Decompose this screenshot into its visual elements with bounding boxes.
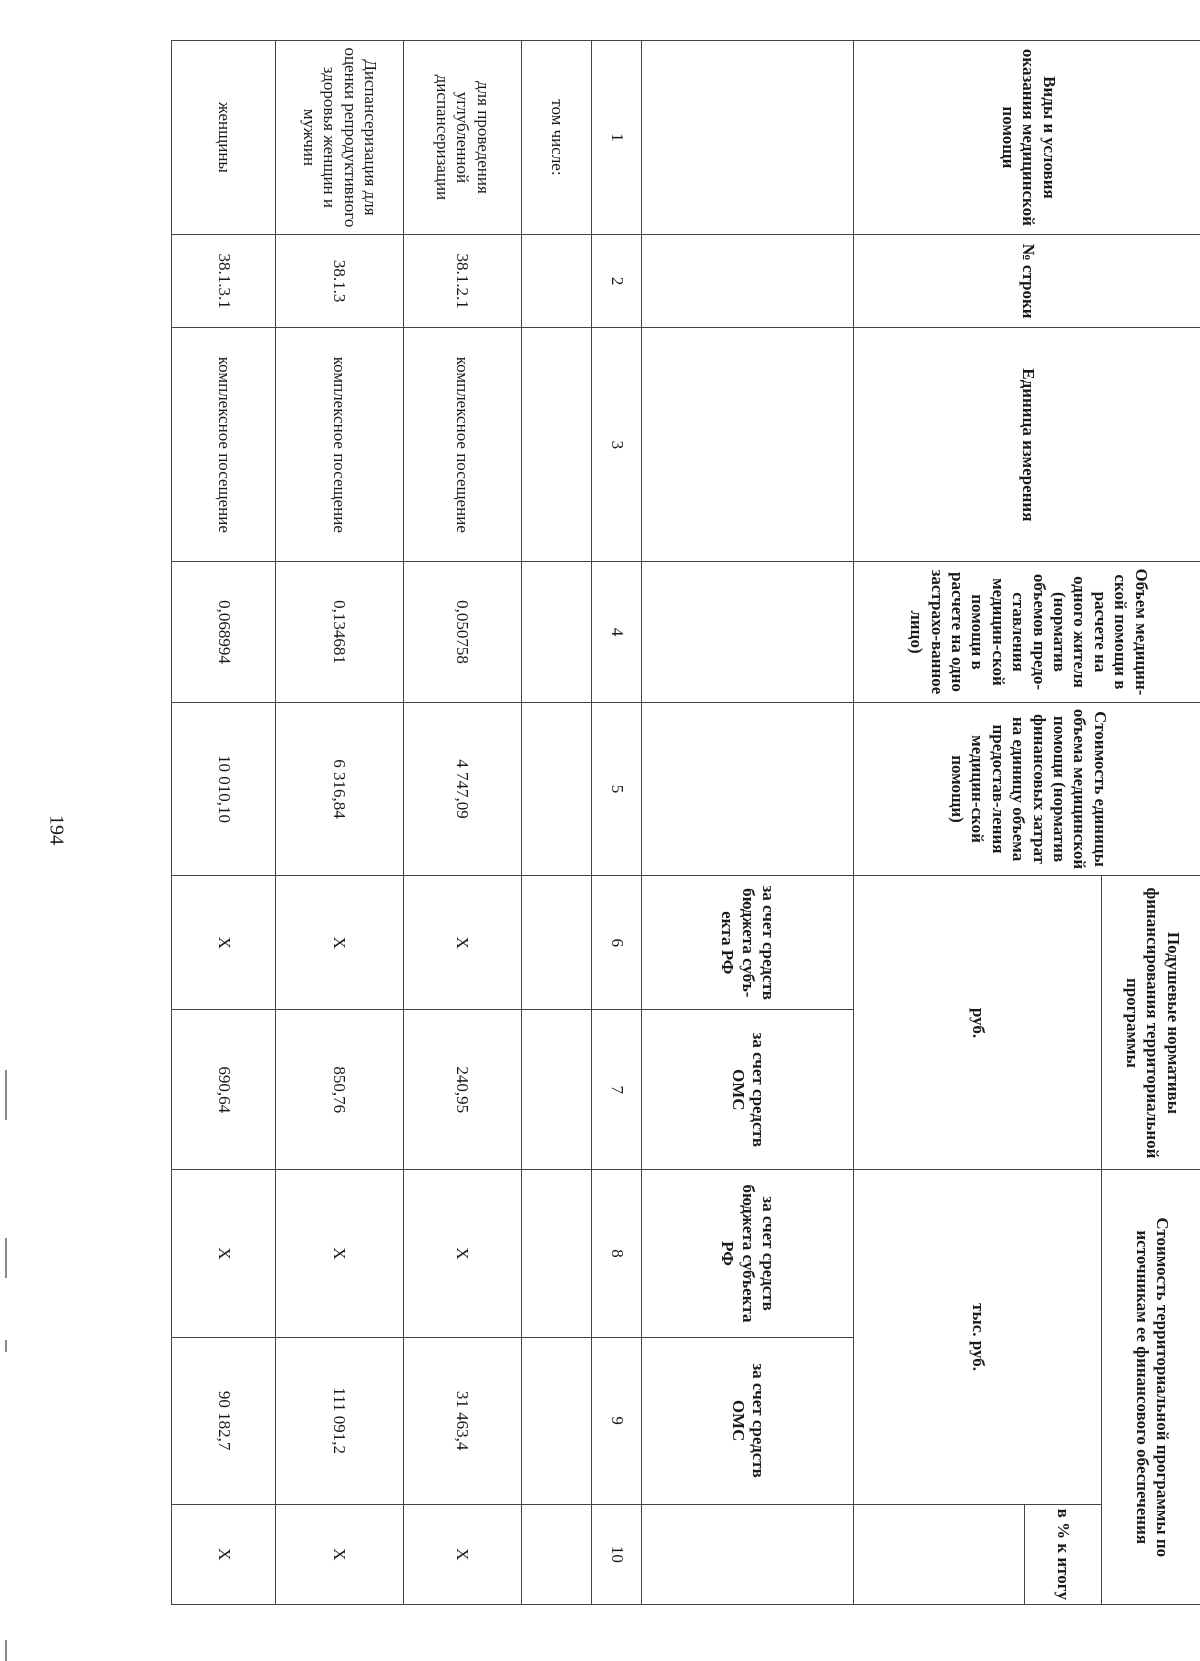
table-row: [275, 41, 403, 1605]
scan-edge-mark: [5, 1238, 7, 1278]
header-thous-rub: тыс. руб.: [854, 1170, 1101, 1504]
header-oms-per-capita: за счет средств ОМС: [641, 1010, 854, 1170]
header-row: [641, 41, 854, 1605]
row-cost-unit: 6 316,84: [275, 702, 403, 876]
row-unit: [521, 328, 592, 562]
row-unit: комплексное посещение: [403, 328, 521, 562]
row-volume: 0,050758: [403, 562, 521, 702]
header-empty-cell: [854, 1504, 1024, 1604]
header-oms-cost: за счет средств ОМС: [641, 1337, 854, 1504]
row-oms-cost: [521, 1337, 592, 1504]
column-number: 3: [592, 328, 641, 562]
row-label: Диспансеризация для оценки репродуктивного здоровья женщин и мужчин: [275, 41, 403, 235]
row-percent: X: [172, 1504, 276, 1604]
column-number: 8: [592, 1170, 641, 1337]
column-number: 9: [592, 1337, 641, 1504]
row-oms-per-capita: 690,64: [172, 1010, 276, 1170]
header-empty-cell: [641, 328, 854, 562]
scan-edge-mark: [5, 1070, 7, 1120]
row-oms-per-capita: 850,76: [275, 1010, 403, 1170]
header-empty-cell: [641, 562, 854, 702]
row-label: том числе:: [521, 41, 592, 235]
header-row-number: № строки: [854, 234, 1200, 328]
row-number: 38.1.2.1: [403, 234, 521, 328]
header-per-capita: Подушевые нормативы финансирования территориальной программы: [1101, 876, 1200, 1170]
header-cost-per-unit: Стоимость единицы объема медицинской помощи (норматив финансовых затрат на единицу объема предостав-ления медицин-ской помощи): [854, 702, 1200, 876]
header-unit: Единица измерения: [854, 328, 1200, 562]
header-types: Виды и условия оказания медицинской помощи: [854, 41, 1200, 235]
row-budget-per-capita: X: [403, 876, 521, 1010]
column-number: 7: [592, 1010, 641, 1170]
row-budget-cost: [521, 1170, 592, 1337]
header-empty-cell: [641, 1504, 854, 1604]
header-percent: в % к итогу: [1024, 1504, 1101, 1604]
column-number: 4: [592, 562, 641, 702]
row-oms-per-capita: 240,95: [403, 1010, 521, 1170]
row-budget-cost: X: [275, 1170, 403, 1337]
row-budget-per-capita: [521, 876, 592, 1010]
column-number: 5: [592, 702, 641, 876]
row-label: женщины: [172, 41, 276, 235]
header-row: [1101, 41, 1200, 1605]
row-number: 38.1.3.1: [172, 234, 276, 328]
row-budget-per-capita: X: [172, 876, 276, 1010]
row-budget-cost: X: [403, 1170, 521, 1337]
row-percent: X: [403, 1504, 521, 1604]
row-unit: комплексное посещение: [275, 328, 403, 562]
column-number: 6: [592, 876, 641, 1010]
rotated-table-container: [171, 40, 1200, 1605]
row-oms-cost: 90 182,7: [172, 1337, 276, 1504]
row-oms-per-capita: [521, 1010, 592, 1170]
row-volume: 0,068994: [172, 562, 276, 702]
row-number: 38.1.3: [275, 234, 403, 328]
row-unit: комплексное посещение: [172, 328, 276, 562]
table-row: [521, 41, 592, 1605]
row-label: для проведения углубленной диспансеризации: [403, 41, 521, 235]
row-percent: [521, 1504, 592, 1604]
page-number: 194: [45, 815, 68, 845]
header-volume: Объем медицин-ской помощи в расчете на одного жителя (норматив объемов предо-ставления медицин-ской помощи в расчете на одно застрахо-ванное лицо): [854, 562, 1200, 702]
table-row: [172, 41, 276, 1605]
row-cost-unit: 4 747,09: [403, 702, 521, 876]
financing-table: [171, 40, 1200, 1605]
row-oms-cost: 31 463,4: [403, 1337, 521, 1504]
row-volume: 0,134681: [275, 562, 403, 702]
header-empty-cell: [641, 41, 854, 235]
table-row: [403, 41, 521, 1605]
header-empty-cell: [641, 234, 854, 328]
row-cost-unit: 10 010,10: [172, 702, 276, 876]
row-volume: [521, 562, 592, 702]
row-number: [521, 234, 592, 328]
header-budget-rf-per-capita: за счет средств бюджета субъ-екта РФ: [641, 876, 854, 1010]
column-number: 2: [592, 234, 641, 328]
row-budget-per-capita: X: [275, 876, 403, 1010]
column-number: 10: [592, 1504, 641, 1604]
header-empty-cell: [641, 702, 854, 876]
row-cost-unit: [521, 702, 592, 876]
row-percent: X: [275, 1504, 403, 1604]
scan-edge-mark: [5, 1340, 7, 1352]
row-budget-cost: X: [172, 1170, 276, 1337]
header-program-cost: Стоимость территориальной программы по источникам ее финансового обеспечения: [1101, 1170, 1200, 1605]
row-oms-cost: 111 091,2: [275, 1337, 403, 1504]
scan-edge-mark: [5, 1640, 7, 1661]
header-rub: руб.: [854, 876, 1101, 1170]
column-numbers-row: [592, 41, 641, 1605]
column-number: 1: [592, 41, 641, 235]
header-budget-rf-cost: за счет средств бюджета субъекта РФ: [641, 1170, 854, 1337]
